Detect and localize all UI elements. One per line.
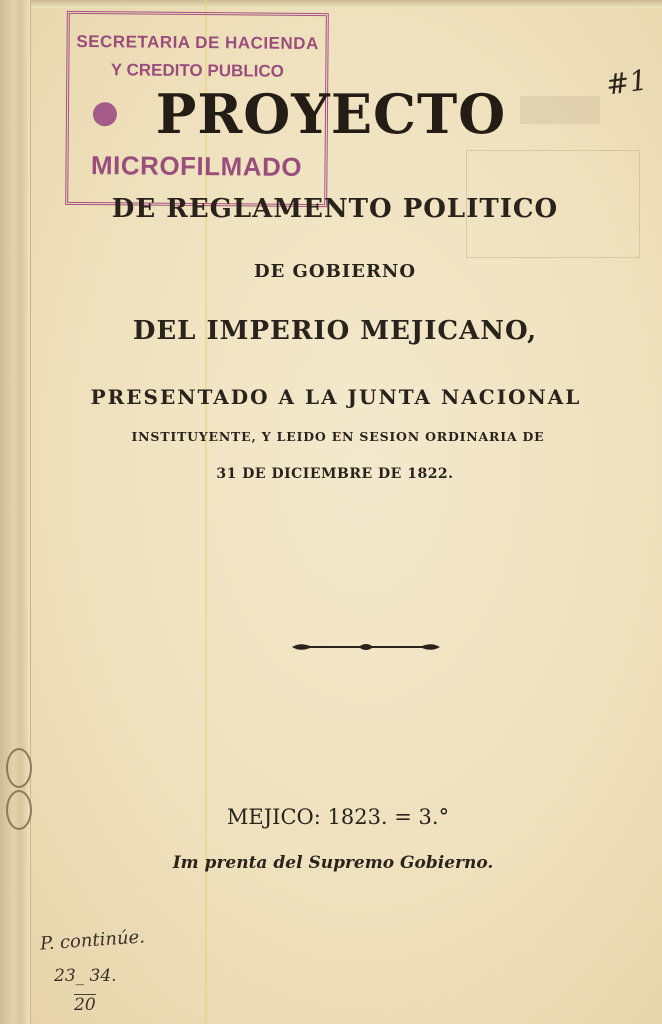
page-title: PROYECTO (155, 82, 507, 146)
handwritten-note: P. continúe. (39, 926, 146, 955)
handwritten-folio: 23_ 34. (54, 966, 117, 986)
presented-line-2: INSTITUYENTE, Y LEIDO EN SESION ORDINARIA DE (131, 429, 545, 444)
stamp-line-2: Y CREDITO PUBLICO (110, 60, 284, 81)
handwritten-corner-mark: #1 (603, 63, 650, 102)
ornament-rule (290, 640, 442, 654)
stamp-line-3: MICROFILMADO (90, 150, 303, 182)
printer-line: Im prenta del Supremo Gobierno. (172, 853, 494, 873)
subtitle-gobierno: DE GOBIERNO (253, 261, 417, 282)
subtitle-imperio: DEL IMPERIO MEJICANO, (132, 316, 538, 346)
handwritten-number: 20 (74, 995, 96, 1015)
session-date: 31 DE DICIEMBRE DE 1822. (216, 466, 454, 482)
subtitle-reglamento: DE REGLAMENTO POLITICO (111, 194, 559, 224)
binding-thread (6, 748, 32, 788)
imprint-place-date: MEJICO: 1823. = 3.° (226, 805, 450, 829)
presented-line-1: PRESENTADO A LA JUNTA NACIONAL (90, 385, 582, 409)
page-top-edge (0, 0, 662, 8)
torn-binding-edge (0, 0, 31, 1024)
stamp-line-1: SECRETARIA DE HACIENDA (76, 31, 319, 54)
